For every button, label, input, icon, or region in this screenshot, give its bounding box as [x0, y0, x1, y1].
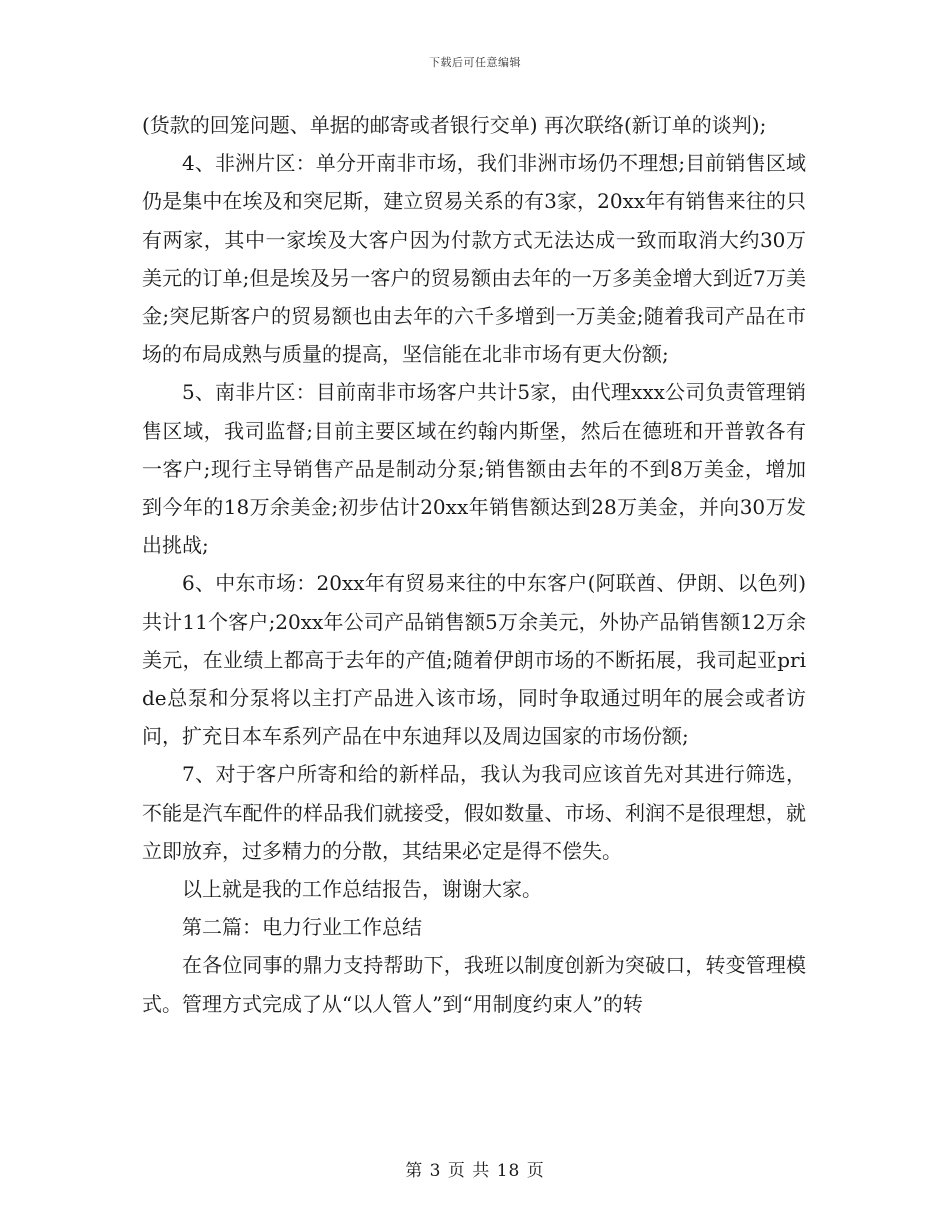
page-number: 第 3 页 共 18 页: [405, 1161, 545, 1181]
paragraph-new-samples: 7、对于客户所寄和给的新样品，我认为我司应该首先对其进行筛选，不能是汽车配件的样品我们就接受，假如数量、市场、利润不是很理想，就立即放弃，过多精力的分散，其结果必定是得不偿失。: [142, 762, 806, 863]
page-header: 下载后可任意编辑: [429, 56, 521, 69]
paragraph-continuation: (货款的回笼问题、单据的邮寄或者银行交单) 再次联络(新订单的谈判);: [142, 113, 767, 137]
document-body: [142, 106, 806, 1023]
paragraph-closing: 以上就是我的工作总结报告，谢谢大家。: [182, 877, 542, 902]
paragraph-middle-east-market: 6、中东市场：20xx年有贸易来往的中东客户(阿联酋、伊朗、以色列)共计11个客户;20xx年公司产品销售额5万余美元，外协产品销售额12万余美元，在业绩上都高于去年的产值;随着伊朗市场的不断拓展，我司起亚pride总泵和分泵将以主打产品进入该市场，同时争取通过明年的展会或者访问，扩充日本车系列产品在中东迪拜以及周边国家的市场份额;: [142, 571, 806, 749]
paragraph-south-africa-region: 5、南非片区：目前南非市场客户共计5家，由代理xxx公司负责管理销售区域，我司监督;目前主要区域在约翰内斯堡，然后在德班和开普敦各有一客户;现行主导销售产品是制动分泵;销售额由去年的不到8万美金，增加到今年的18万余美金;初步估计20xx年销售额达到28万美金，并向30万发出挑战;: [142, 380, 806, 558]
section-heading: 第二篇：电力行业工作总结: [182, 915, 422, 940]
paragraph-power-industry: 在各位同事的鼎力支持帮助下，我班以制度创新为突破口，转变管理模式。管理方式完成了从“以人管人”到“用制度约束人”的转: [142, 953, 806, 1016]
paragraph-africa-region: 4、非洲片区：单分开南非市场，我们非洲市场仍不理想;目前销售区域仍是集中在埃及和突尼斯，建立贸易关系的有3家，20xx年有销售来往的只有两家，其中一家埃及大客户因为付款方式无法达成一致而取消大约30万美元的订单;但是埃及另一客户的贸易额由去年的一万多美金增大到近7万美金;突尼斯客户的贸易额也由去年的六千多增到一万美金;随着我司产品在市场的布局成熟与质量的提高，坚信能在北非市场有更大份额;: [142, 151, 806, 367]
